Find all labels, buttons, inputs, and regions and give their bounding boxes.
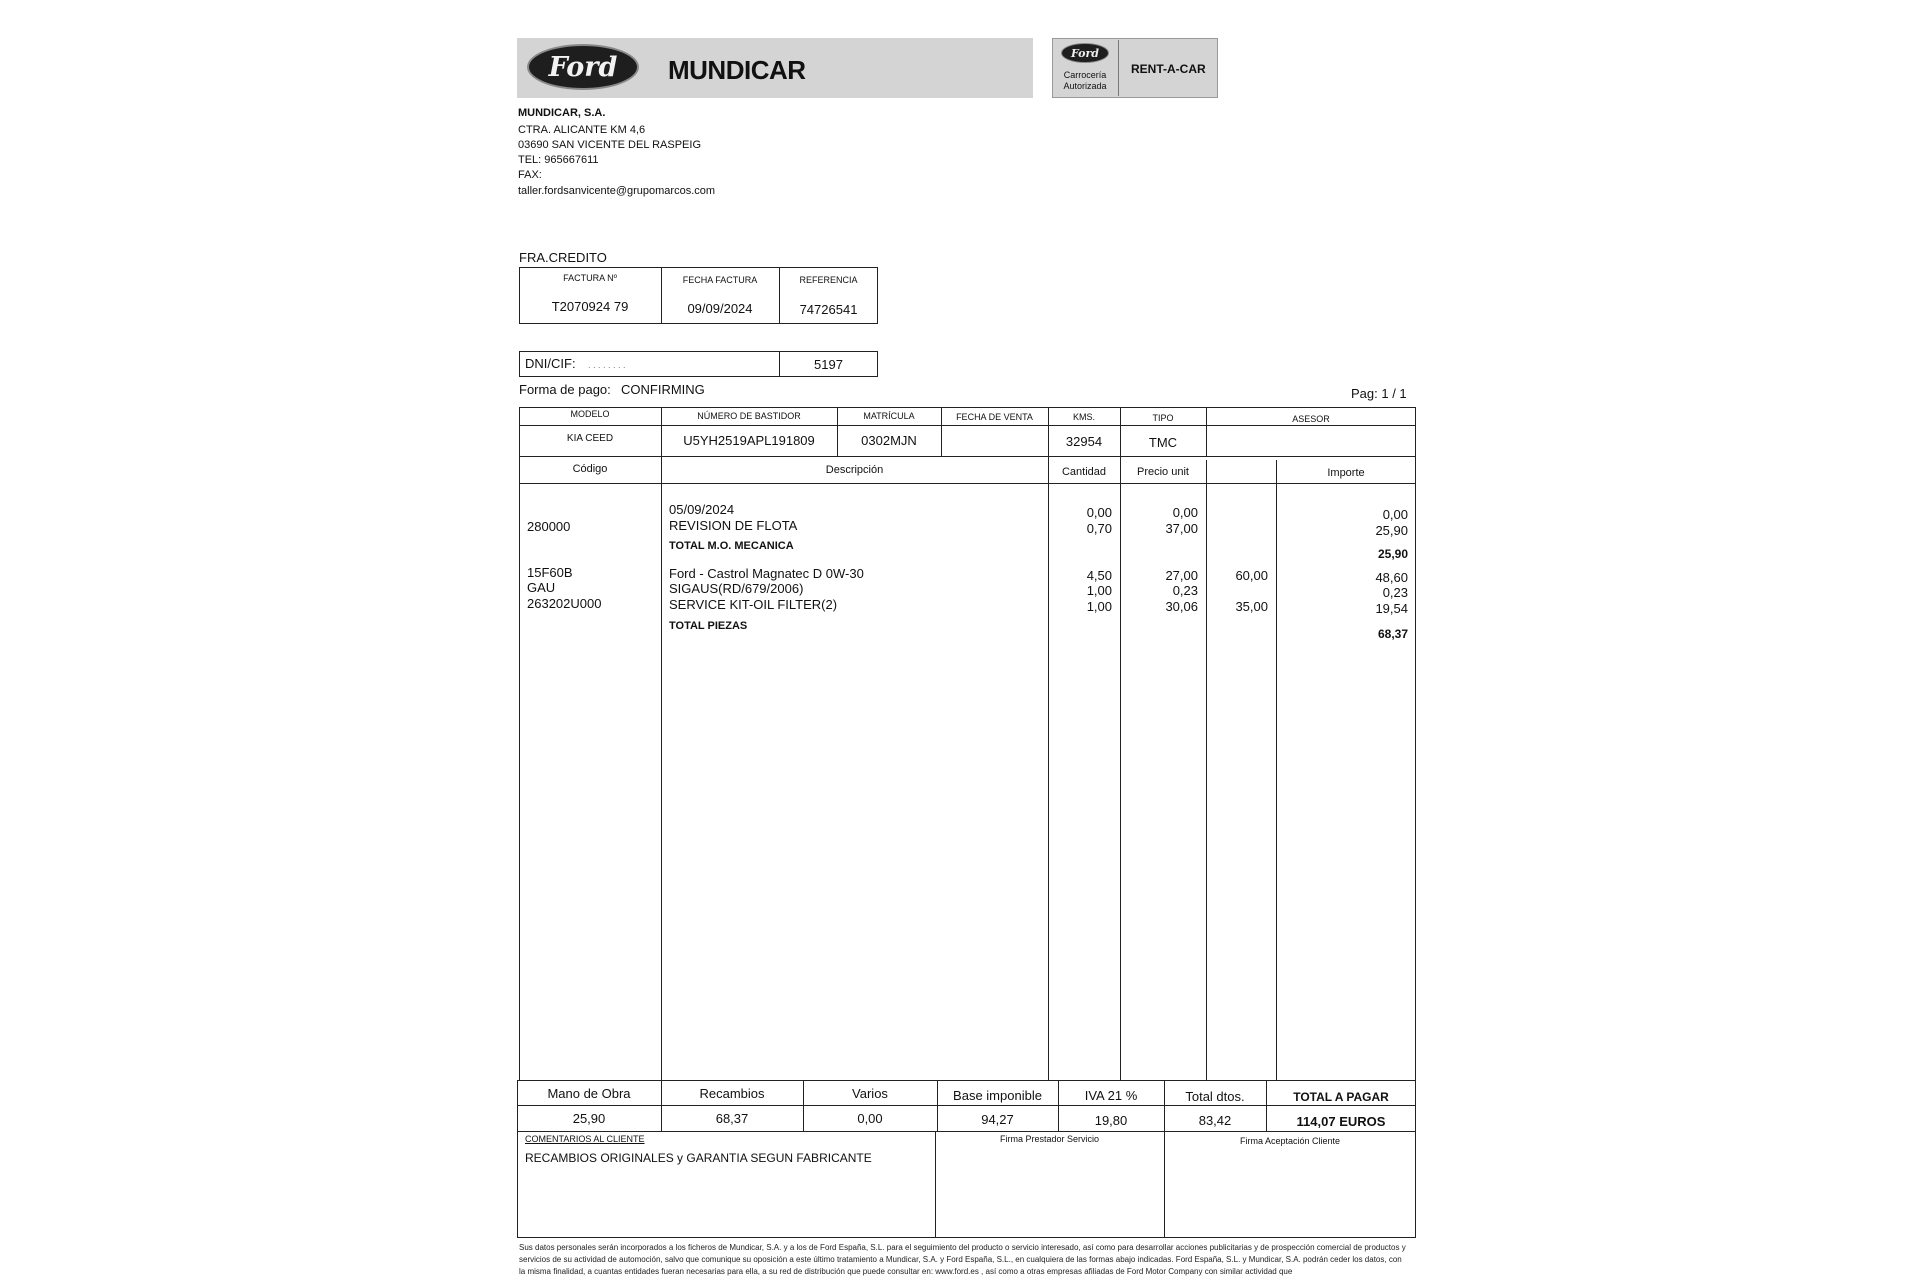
totals-parts-value: 68,37 bbox=[715, 1111, 749, 1126]
invoice-reference-label: REFERENCIA bbox=[799, 275, 858, 285]
carroceria-label: Carrocería bbox=[1063, 70, 1107, 80]
payment-label: Forma de pago: bbox=[519, 382, 611, 397]
row-unit-price: 37,00 bbox=[1165, 521, 1198, 536]
invoice-reference: 74726541 bbox=[799, 302, 858, 317]
totals-discounts-label: Total dtos. bbox=[1185, 1089, 1245, 1104]
row-description: 05/09/2024 bbox=[669, 502, 735, 517]
company-email: taller.fordsanvicente@grupomarcos.com bbox=[518, 185, 716, 197]
autorizada-label: Autorizada bbox=[1063, 81, 1107, 91]
company-tel: TEL: 965667611 bbox=[518, 154, 599, 166]
row-code: 280000 bbox=[527, 519, 571, 534]
col-description: Descripción bbox=[825, 464, 884, 476]
row-unit-price: 0,23 bbox=[1172, 583, 1198, 598]
company-fax: FAX: bbox=[518, 169, 542, 181]
vehicle-plate-label: MATRÍCULA bbox=[863, 411, 915, 421]
row-quantity: 1,00 bbox=[1086, 599, 1112, 614]
client-signature-label: Firma Aceptación Cliente bbox=[1239, 1136, 1341, 1146]
row-unit-price: 27,00 bbox=[1165, 568, 1198, 583]
labor-total-value: 25,90 bbox=[1377, 547, 1408, 561]
row-amount: 0,00 bbox=[1382, 507, 1408, 522]
totals-discounts-value: 83,42 bbox=[1198, 1113, 1232, 1128]
invoice-number-label: FACTURA Nº bbox=[563, 273, 617, 283]
totals-vat-value: 19,80 bbox=[1094, 1113, 1128, 1128]
totals-base-label: Base imponible bbox=[953, 1088, 1042, 1103]
totals-misc-value: 0,00 bbox=[857, 1111, 883, 1126]
comments-label: COMENTARIOS AL CLIENTE bbox=[525, 1134, 645, 1144]
totals-base-value: 94,27 bbox=[981, 1112, 1014, 1127]
vehicle-model-label: MODELO bbox=[570, 409, 610, 419]
parts-total-label: TOTAL PIEZAS bbox=[669, 620, 748, 632]
row-amount: 0,23 bbox=[1382, 585, 1408, 600]
row-discount: 35,00 bbox=[1235, 599, 1268, 614]
vehicle-advisor-label: ASESOR bbox=[1292, 414, 1330, 424]
row-quantity: 0,70 bbox=[1086, 521, 1112, 536]
col-amount: Importe bbox=[1327, 467, 1365, 479]
row-description: SIGAUS(RD/679/2006) bbox=[669, 581, 804, 596]
vehicle-kms: 32954 bbox=[1065, 434, 1103, 449]
company-city: 03690 SAN VICENTE DEL RASPEIG bbox=[518, 139, 701, 151]
col-code: Código bbox=[572, 463, 608, 475]
comments-signature-box bbox=[517, 1131, 1416, 1238]
row-unit-price: 0,00 bbox=[1172, 505, 1198, 520]
row-description: REVISION DE FLOTA bbox=[669, 518, 798, 533]
provider-signature-label: Firma Prestador Servicio bbox=[999, 1134, 1100, 1144]
totals-total-label: TOTAL A PAGAR bbox=[1293, 1090, 1389, 1104]
vehicle-plate: 0302MJN bbox=[861, 433, 917, 448]
vehicle-sale-date-label: FECHA DE VENTA bbox=[956, 412, 1033, 422]
dni-code: 5197 bbox=[814, 357, 843, 372]
row-quantity: 1,00 bbox=[1086, 583, 1112, 598]
company-address: CTRA. ALICANTE KM 4,6 bbox=[518, 124, 646, 136]
vehicle-model: KIA CEED bbox=[566, 433, 614, 444]
row-description: SERVICE KIT-OIL FILTER(2) bbox=[669, 597, 838, 612]
totals-labor-value: 25,90 bbox=[572, 1111, 606, 1126]
row-amount: 48,60 bbox=[1375, 570, 1408, 585]
dealer-name: MUNDICAR bbox=[668, 55, 806, 85]
row-code: 15F60B bbox=[527, 565, 573, 580]
vehicle-type: TMC bbox=[1148, 435, 1178, 450]
totals-vat-label: IVA 21 % bbox=[1084, 1088, 1138, 1103]
vehicle-vin: U5YH2519APL191809 bbox=[683, 433, 815, 448]
legal-notice: Sus datos personales serán incorporados a los ficheros de Mundicar, S.A. y a los de Ford España, S.L. para el seguimiento del producto o servicio interesado, así como para desarrollar acciones publicitarias y de prospección comercial de productos y servicios de su actividad de automoción, salvo que comunique su oposición a este último tratamiento a Mundicar, S.A. y Ford España, S.L., en cualquiera de las formas abajo indicadas. Ford España, S.L. y Mundicar, S.A. podrán ceder los datos, con la misma finalidad, a cuantas entidades fueran necesarias para ella, a su red de distribución que puede consultar en: www.ford.es , así como a otras empresas afiliadas de Ford Motor Company con similar actividad que bbox=[519, 1243, 1406, 1276]
dni-masked: . . . . . . . . bbox=[588, 360, 626, 370]
row-quantity: 4,50 bbox=[1086, 568, 1112, 583]
row-unit-price: 30,06 bbox=[1165, 599, 1198, 614]
vehicle-kms-label: KMS. bbox=[1072, 412, 1095, 422]
invoice-type: FRA.CREDITO bbox=[519, 250, 607, 265]
parts-total-value: 68,37 bbox=[1377, 627, 1408, 641]
col-unit-price: Precio unit bbox=[1137, 466, 1189, 478]
totals-misc-label: Varios bbox=[852, 1086, 888, 1101]
totals-total-value: 114,07 EUROS bbox=[1296, 1114, 1386, 1129]
dni-label: DNI/CIF: bbox=[525, 356, 576, 371]
col-quantity: Cantidad bbox=[1061, 466, 1107, 478]
rent-a-car-label: RENT-A-CAR bbox=[1131, 62, 1206, 76]
totals-labor-label: Mano de Obra bbox=[547, 1086, 631, 1101]
vehicle-type-label: TIPO bbox=[1152, 413, 1174, 423]
page-number: Pag: 1 / 1 bbox=[1351, 386, 1407, 401]
row-discount: 60,00 bbox=[1235, 568, 1268, 583]
row-amount: 25,90 bbox=[1375, 523, 1408, 538]
ford-small-logo: Ford bbox=[1061, 43, 1109, 63]
row-amount: 19,54 bbox=[1375, 601, 1408, 616]
invoice-date: 09/09/2024 bbox=[687, 301, 753, 316]
company-name: MUNDICAR, S.A. bbox=[518, 107, 606, 119]
row-quantity: 0,00 bbox=[1086, 505, 1112, 520]
payment-value: CONFIRMING bbox=[621, 382, 705, 397]
ford-logo: Ford bbox=[527, 44, 639, 90]
row-code: 263202U000 bbox=[527, 596, 602, 611]
vehicle-vin-label: NÚMERO DE BASTIDOR bbox=[697, 411, 801, 421]
row-code: GAU bbox=[527, 580, 556, 595]
invoice-date-label: FECHA FACTURA bbox=[682, 275, 758, 285]
totals-parts-label: Recambios bbox=[699, 1086, 765, 1101]
row-description: Ford - Castrol Magnatec D 0W-30 bbox=[669, 566, 864, 581]
comments-text: RECAMBIOS ORIGINALES y GARANTIA SEGUN FABRICANTE bbox=[525, 1151, 872, 1165]
labor-total-label: TOTAL M.O. MECANICA bbox=[669, 540, 794, 552]
invoice-number: T2070924 79 bbox=[551, 299, 629, 314]
